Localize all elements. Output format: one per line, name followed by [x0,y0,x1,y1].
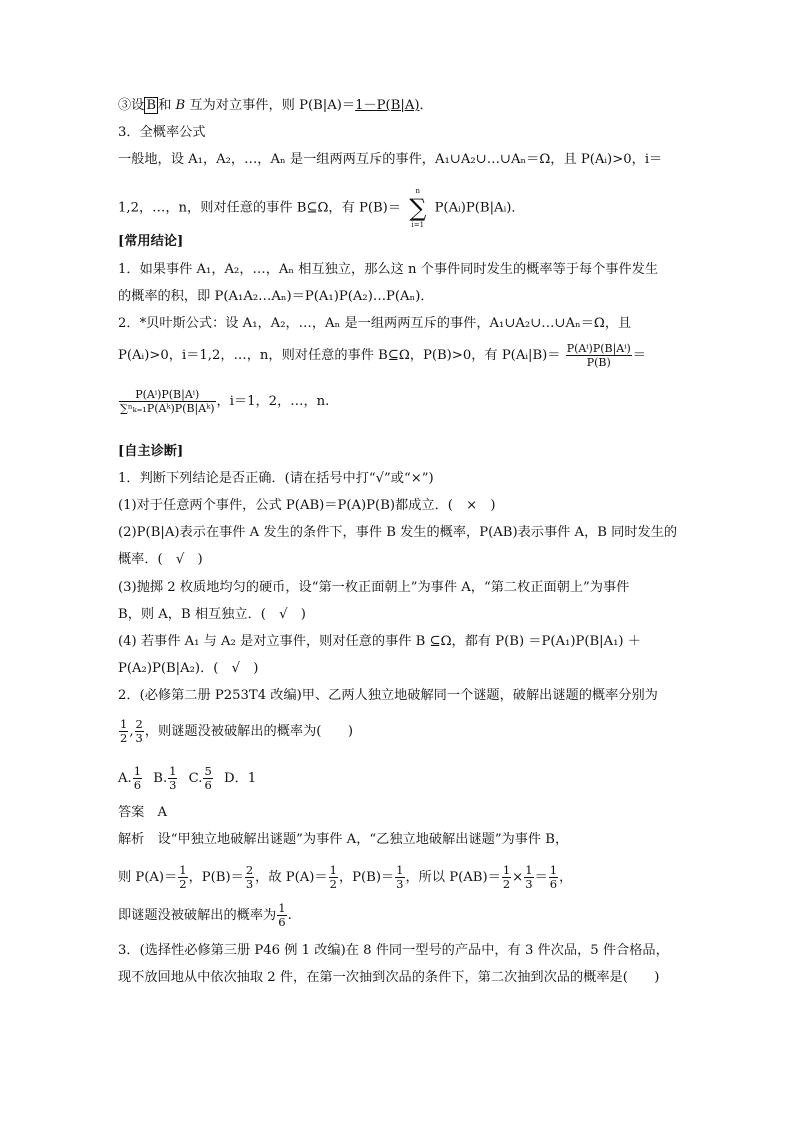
formula-result: 1－P(B|A) [355,98,420,113]
question-item: B，则 A，B 相互独立．( √ ) [118,607,306,622]
text: P(Aᵢ)>0，i＝1,2，…，n，则对任意的事件 B⊆Ω，P(B)>0，有 P(Aᵢ|B)＝ [118,348,561,363]
answer-options [118,765,256,792]
question-stem: 2．(必修第二册 P253T4 改编)甲、乙两人独立地破解同一个谜题，破解出谜题的概率分别为 [118,688,658,703]
text: P(Aᵢ)P(B|Aᵢ)． [434,200,525,216]
sum-lower: i=1 [411,221,425,229]
bayes-formula-continued [118,388,329,415]
answer-line: 答案 A [118,805,168,820]
conclusion-line: 即谜题没被破解出的概率为 $\frac{1}{6}$ . [118,901,292,929]
text: ，则谜题没被破解出的概率为( ) [144,724,353,739]
option-a: A. $\frac{1}{6}$ [118,764,142,792]
sigma-icon: ∑ [409,194,427,222]
fraction: $\frac{\text{P(Aⁱ)P(B|Aⁱ)}}{\text{∑ⁿₖ₌₁P(Aᵏ)P(B|Aᵏ)}}$ [120,388,215,415]
analysis-line: 解析 设“甲独立地破解出谜题”为事件 A，“乙独立地破解出谜题”为事件 B， [118,832,569,847]
text: ③设 [118,98,145,113]
text: 互为对立事件，则 [189,98,295,113]
text: ＝ [632,348,646,363]
formula: P(B|A)＝ [299,98,356,113]
paragraph-line: 一般地，设 A₁，A₂，…，Aₙ 是一组两两互斥的事件，A₁∪A₂∪…∪Aₙ＝Ω，且 P(Aᵢ)>0，i＝ [118,152,663,167]
text: ，i＝1，2，…，n. [216,394,330,409]
bayes-formula-line [118,342,646,369]
total-probability-formula-line [118,186,525,230]
calculation-line: 则 P(A)＝ $\frac{1}{2}$ ，P(B)＝ $\frac{2}{3}$ ，故 P(A)＝ $\frac{1}{2}$ ，P(B)＝ $\frac{1}{3}$ ，所以 P(AB)＝ $\frac{1}{2}$ × $\frac{1}{3}$ ＝ $\frac{1}{6}$ ， [118,863,573,891]
boxed-b: B [146,98,157,113]
question-item: 概率．( √ ) [118,552,203,567]
text: 1,2，…，n，则对任意的事件 B⊆Ω，有 P(B)＝ [118,200,402,216]
question-stem: 3．(选择性必修第三册 P46 例 1 改编)在 8 件同一型号的产品中，有 3 件次品，5 件合格品， [118,943,669,958]
section-heading: [常用结论] [118,234,184,249]
question-item: (4) 若事件 A₁ 与 A₂ 是对立事件，则对任意的事件 B ⊆Ω，都有 P(B) ＝P(A₁)P(B|A₁) ＋ [118,634,641,649]
sum-upper: n [415,187,421,195]
question-item: (3)抛掷 2 枚质地均匀的硬币，设“第一枚正面朝上”为事件 A，“第二枚正面朝上”为事件 [118,580,630,595]
question-stem [118,718,353,745]
fraction: $\frac{\text{P(Aⁱ)P(B|Aⁱ)}}{P(B)}$ [566,342,631,369]
option-c: C. $\frac{5}{6}$ [188,764,212,792]
paragraph-line: 的概率的积，即 P(A₁A₂…Aₙ)＝P(A₁)P(A₂)…P(Aₙ)． [118,289,434,304]
paragraph-line: 1．如果事件 A₁，A₂，…，Aₙ 相互独立，那么这 n 个事件同时发生的概率等于每个事件发生 [118,262,659,277]
text: , [129,724,134,739]
complement-rule-line [118,96,433,116]
option-d: D．1 [224,771,257,786]
section-heading: 3．全概率公式 [118,125,206,140]
question-stem: 1．判断下列结论是否正确．(请在括号中打“√”或“×”) [118,471,434,486]
question-item: (1)对于任意两个事件，公式 P(AB)＝P(A)P(B)都成立．( × ) [118,498,496,513]
text: ． [419,98,433,113]
summation-symbol [409,186,426,230]
section-heading: [自主诊断] [118,444,184,459]
text: B [175,98,186,113]
text: 和 [158,98,172,113]
question-item: (2)P(B|A)表示在事件 A 发生的条件下，事件 B 发生的概率，P(AB)表示事件 A，B 同时发生的 [118,525,678,540]
question-stem: 现不放回地从中依次抽取 2 件，在第一次抽到次品的条件下，第二次抽到次品的概率是( ) [118,970,660,985]
fraction: $\frac{1}{2}$ [120,717,128,745]
paragraph-line: 2．*贝叶斯公式：设 A₁，A₂，…，Aₙ 是一组两两互斥的事件，A₁∪A₂∪…∪Aₙ＝Ω，且 [118,316,632,331]
question-item: P(A₂)P(B|A₂)．( √ ) [118,661,259,676]
option-b: B. $\frac{1}{3}$ [153,764,177,792]
fraction: $\frac{2}{3}$ [135,717,143,745]
